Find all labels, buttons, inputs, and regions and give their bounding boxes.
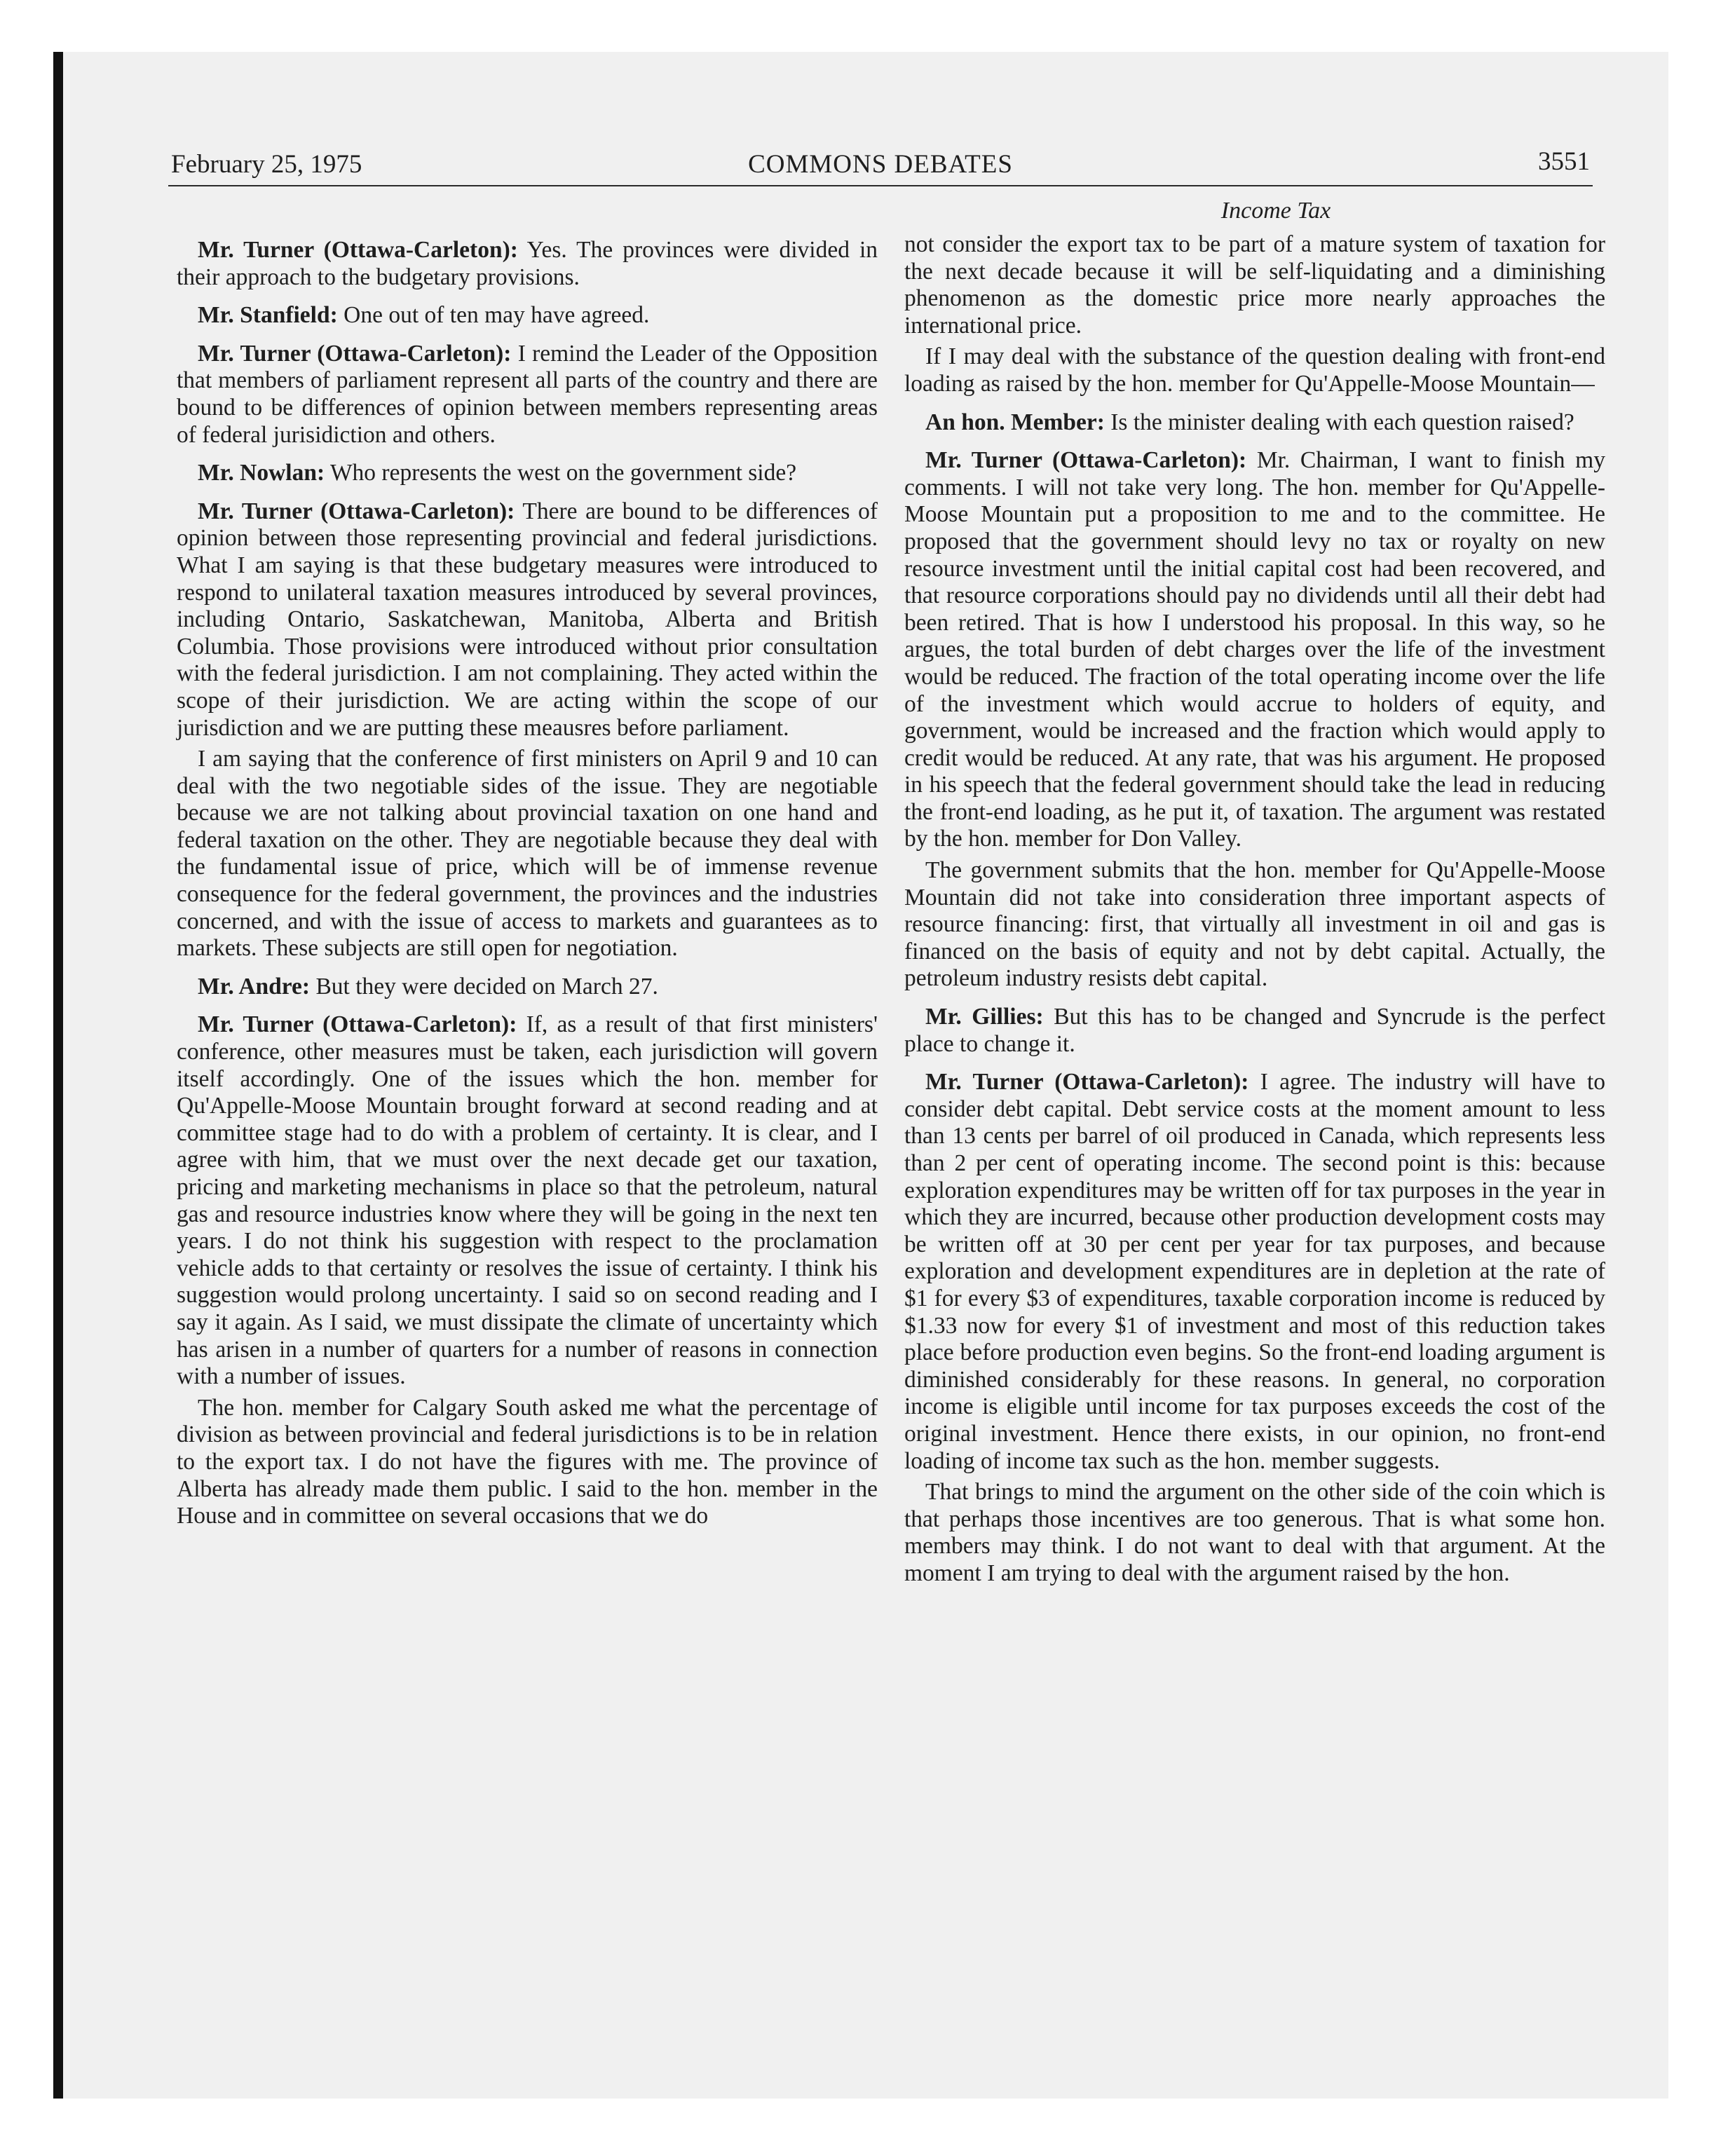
paragraph <box>177 1011 878 1390</box>
paragraph <box>177 341 878 449</box>
paragraph-text: There are bound to be differences of opinion between those representing provincial and federal jurisdictions. What I am saying is that these budgetary measures were introduced to respond to unilateral taxation measures introduced by several provinces, including Ontario, Saskatchewan, Manitoba, Alberta and British Columbia. Those provisions were introduced without prior consultation with the federal jurisdiction. I am not complaining. They acted within the scope of their jurisdiction. We are acting within the scope of our jurisdiction and we are putting these meausres before parliament. <box>177 498 878 741</box>
speaker-name: Mr. Stanfield: <box>198 302 338 329</box>
paragraph-text: The government submits that the hon. member for Qu'Appelle-Moose Mountain did not take into consideration three important aspects of resource financing: first, that virtually all investment in oil and gas is financed on the basis of equity and not by debt capital. Actually, the petroleum industry resists debt capital. <box>904 857 1605 992</box>
paragraph <box>904 1069 1605 1475</box>
paragraph-text: I am saying that the conference of first ministers on April 9 and 10 can deal with the two negotiable sides of the issue. They are negotiable because we are not talking about provincial taxation on one hand and federal taxation on the other. They are negotiable because they deal with the fundamental issue of price, which will be of immense revenue consequence for the federal government, the provinces and the industries concerned, and with the issue of access to markets and guarantees as to markets. These subjects are still open for negotiation. <box>177 746 878 962</box>
page-header <box>168 149 1593 186</box>
paragraph <box>904 447 1605 853</box>
paragraph-text: Who represents the west on the government side? <box>329 460 797 486</box>
right-column <box>904 231 1605 1599</box>
scan-edge-bar <box>53 52 63 2099</box>
speaker-name: Mr. Turner (Ottawa-Carleton): <box>198 237 518 263</box>
header-date: February 25, 1975 <box>171 150 362 179</box>
speaker-name: An hon. Member: <box>925 409 1105 435</box>
paragraph <box>177 1395 878 1530</box>
paragraph <box>177 498 878 742</box>
left-column <box>177 237 878 1541</box>
speaker-name: Mr. Turner (Ottawa-Carleton): <box>198 498 515 524</box>
paragraph-text: I remind the Leader of the Opposition that members of parliament represent all parts of the country and there are bound to be differences of opinion between members representing areas of federal jurisidiction and others. <box>177 340 878 448</box>
header-title: COMMONS DEBATES <box>748 150 1013 179</box>
paragraph-text: Mr. Chairman, I want to finish my comments. I will not take very long. The hon. member for Qu'Appelle-Moose Mountain put a proposition to me and to the committee. He proposed that the government should levy no tax or royalty on new resource investment until the initial capital cost had been recovered, and that resource corporations should pay no dividends until all their debt had been retired. That is how I understood his proposal. In this way, so he argues, the total burden of debt charges over the life of the investment would be reduced. The fraction of the total operating income over the life of the investment which would accrue to holders of equity, and government, would be increased and the fraction which would apply to credit would be reduced. At any rate, that was his argument. He proposed in his speech that the federal government should take the lead in reducing the front-end loading, as he put it, of taxation. The argument was restated by the hon. member for Don Valley. <box>904 447 1605 852</box>
page-number: 3551 <box>1538 147 1590 176</box>
paragraph <box>904 1004 1605 1058</box>
paragraph-text: Yes. The provinces were divided in their approach to the budgetary provisions. <box>177 237 878 290</box>
paragraph <box>177 974 878 1001</box>
paragraph <box>904 1479 1605 1587</box>
paragraph-text: If I may deal with the substance of the question dealing with front-end loading as raised by the hon. member for Qu'Appelle-Moose Mountain— <box>904 343 1605 397</box>
paragraph-text: One out of ten may have agreed. <box>343 302 650 329</box>
speaker-name: Mr. Nowlan: <box>198 460 325 486</box>
paragraph-text: That brings to mind the argument on the other side of the coin which is that perhaps those incentives are too generous. That is what some hon. members may think. I do not want to deal with that argument. At the moment I am trying to deal with the argument raised by the hon. <box>904 1479 1605 1586</box>
speaker-name: Mr. Andre: <box>198 973 311 999</box>
paragraph <box>904 857 1605 992</box>
paragraph-text: Is the minister dealing with each question raised? <box>1110 409 1574 435</box>
section-title: Income Tax <box>1220 198 1331 224</box>
paragraph <box>177 237 878 291</box>
paragraph-text: But this has to be changed and Syncrude is the perfect place to change it. <box>904 1004 1605 1057</box>
speaker-name: Mr. Turner (Ottawa-Carleton): <box>925 447 1247 474</box>
paragraph-text: not consider the export tax to be part of a mature system of taxation for the next decade because it will be self-liquidating and a diminishing phenomenon as the domestic price more nearly approaches the international price. <box>904 231 1605 339</box>
speaker-name: Mr. Turner (Ottawa-Carleton): <box>925 1069 1249 1096</box>
speaker-name: Mr. Gillies: <box>925 1004 1044 1030</box>
paragraph-text: I agree. The industry will have to consider debt capital. Debt service costs at the moment amount to less than 13 cents per barrel of oil produced in Canada, which represents less than 2 per cent of operating income. The second point is this: because exploration expenditures may be written off for tax purposes in the year in which they are incurred, because other production development costs may be written off at 30 per cent per year for tax purposes, and because exploration and development expenditures are in depletion at the rate of $1 for every $3 of expenditures, taxable corporation income is reduced by $1.33 now for every $1 of investment and most of this reduction takes place before production even begins. So the front-end loading argument is diminished considerably for these reasons. In general, no corporation income is eligible until income for tax purposes exceeds the cost of the original investment. Hence there exists, in our opinion, no front-end loading of income tax such as the hon. member suggests. <box>904 1069 1605 1474</box>
paragraph-text: If, as a result of that first ministers' conference, other measures must be taken, each jurisdiction will govern itself accordingly. One of the issues which the hon. member for Qu'Appelle-Moose Mountain brought forward at second reading and at committee stage had to do with a problem of certainty. It is clear, and I agree with him, that we must over the next decade get our taxation, pricing and marketing mechanisms in place so that the petroleum, natural gas and resource industries know where they will be going in the next ten years. I do not think his suggestion with respect to the proclamation vehicle adds to that certainty or resolves the issue of certainty. I think his suggestion would prolong uncertainty. I said so on second reading and I say it again. As I said, we must dissipate the climate of uncertainty which has arisen in a number of quarters for a number of reasons in connection with a number of issues. <box>177 1011 878 1390</box>
paragraph <box>904 343 1605 397</box>
paragraph <box>904 231 1605 339</box>
speaker-name: Mr. Turner (Ottawa-Carleton): <box>198 1011 517 1038</box>
paragraph <box>904 409 1605 437</box>
speaker-name: Mr. Turner (Ottawa-Carleton): <box>198 340 512 367</box>
paragraph <box>177 746 878 962</box>
paragraph-text: The hon. member for Calgary South asked me what the percentage of division as between provincial and federal jurisdictions is to be in relation to the export tax. I do not have the figures with me. The province of Alberta has already made them public. I said to the hon. member in the House and in committee on several occasions that we do <box>177 1394 878 1529</box>
paragraph-text: But they were decided on March 27. <box>315 973 658 999</box>
paragraph <box>177 460 878 487</box>
paragraph <box>177 302 878 329</box>
